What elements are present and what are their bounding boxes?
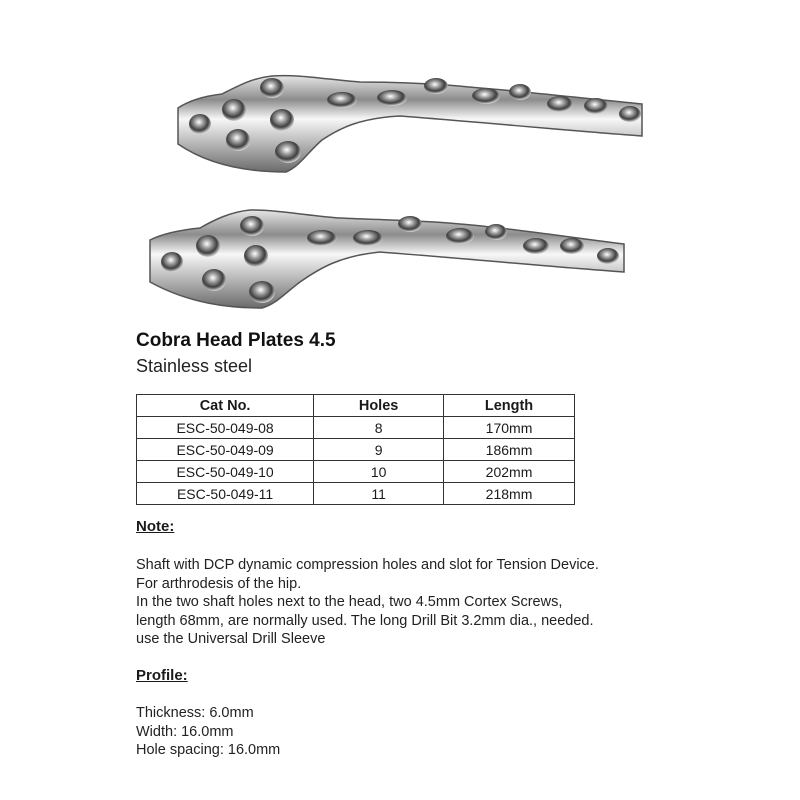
header-length: Length — [444, 395, 575, 417]
cell-length: 218mm — [444, 483, 575, 505]
note-line: Shaft with DCP dynamic compression holes and slot for Tension Device. — [136, 557, 599, 573]
table-row — [137, 483, 575, 505]
profile-line: Width: 16.0mm — [136, 723, 234, 740]
cell-holes: 8 — [314, 417, 444, 439]
plate-bottom — [150, 210, 624, 308]
profile-line: Hole spacing: 16.0mm — [136, 742, 281, 758]
cell-holes: 11 — [314, 483, 444, 505]
note-line: use the Universal Drill Sleeve — [136, 631, 326, 647]
plate-top — [178, 76, 642, 172]
cell-cat-no: ESC-50-049-08 — [137, 417, 314, 439]
cell-holes: 9 — [314, 439, 444, 461]
header-cat-no: Cat No. — [137, 395, 314, 417]
note-line: In the two shaft holes next to the head, two 4.5mm Cortex Screws, — [136, 594, 563, 610]
plate-illustrations — [0, 0, 800, 330]
note-line: For arthrodesis of the hip. — [136, 575, 302, 592]
table-row — [137, 439, 575, 461]
note-heading: Note: — [136, 518, 175, 535]
cell-cat-no: ESC-50-049-10 — [137, 461, 314, 483]
product-material: Stainless steel — [136, 356, 253, 376]
header-holes: Holes — [314, 395, 444, 417]
table-row — [137, 461, 575, 483]
cell-cat-no: ESC-50-049-09 — [137, 439, 314, 461]
cell-length: 170mm — [444, 417, 575, 439]
cell-cat-no: ESC-50-049-11 — [137, 483, 314, 505]
table-row — [137, 417, 575, 439]
spec-table — [136, 394, 575, 505]
cell-length: 186mm — [444, 439, 575, 461]
profile-text — [136, 704, 736, 760]
table-header-row — [137, 395, 575, 417]
profile-heading: Profile: — [136, 667, 188, 684]
cell-holes: 10 — [314, 461, 444, 483]
profile-line: Thickness: 6.0mm — [136, 705, 254, 721]
cell-length: 202mm — [444, 461, 575, 483]
note-text — [136, 556, 736, 649]
product-title: Cobra Head Plates 4.5 — [136, 330, 336, 351]
note-line: length 68mm, are normally used. The long Drill Bit 3.2mm dia., needed. — [136, 612, 594, 629]
